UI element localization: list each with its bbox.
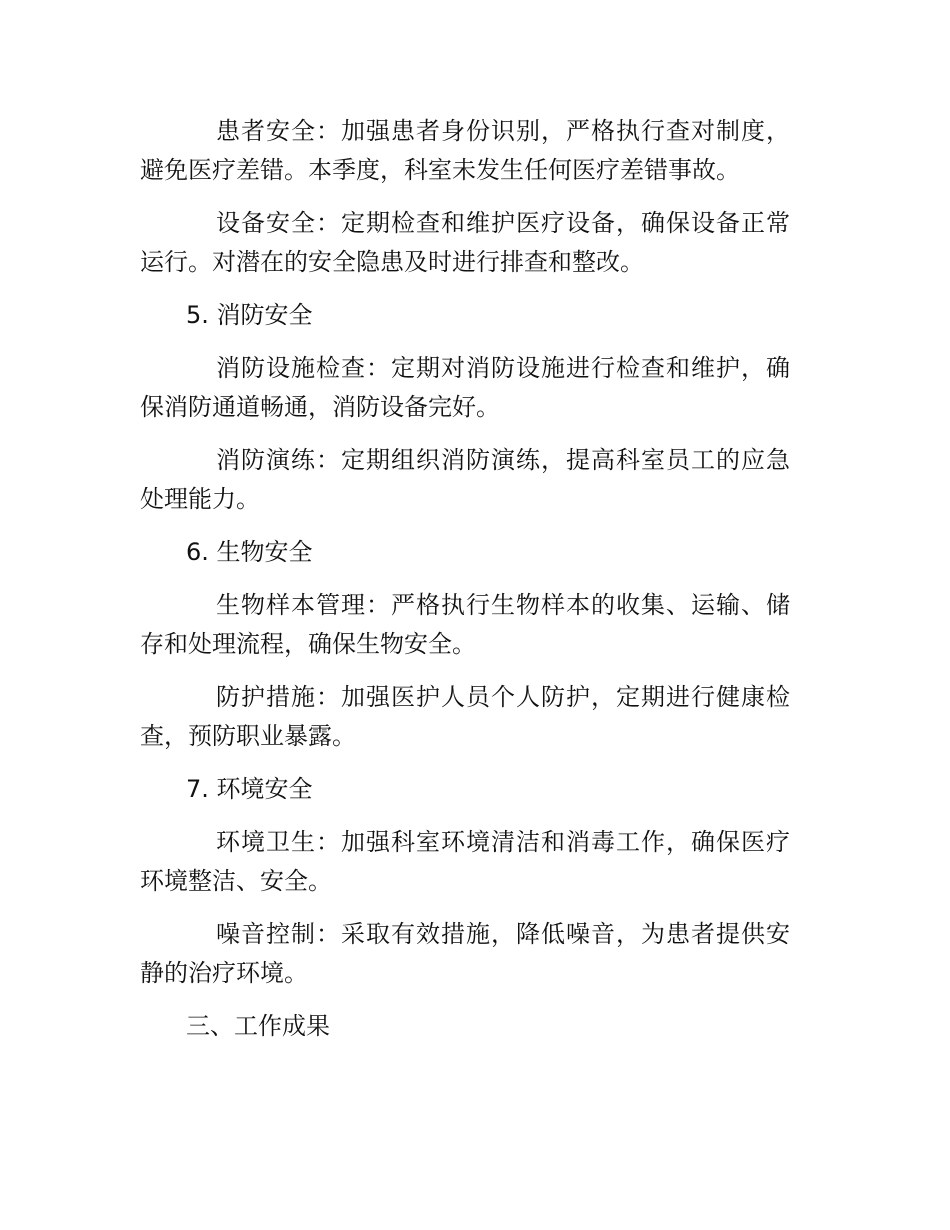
section-heading-fire-safety: 5. 消防安全 (186, 301, 313, 329)
paragraph-equipment-safety: 设备安全：定期检查和维护医疗设备，确保设备正常运行。对潜在的安全隐患及时进行排查和整改。 (140, 209, 790, 276)
section-heading-biosafety: 6. 生物安全 (186, 538, 313, 566)
paragraph-environmental-hygiene: 环境卫生：加强科室环境清洁和消毒工作，确保医疗环境整洁、安全。 (140, 828, 790, 895)
document-body (140, 112, 790, 1060)
paragraph-patient-safety: 患者安全：加强患者身份识别，严格执行查对制度，避免医疗差错。本季度，科室未发生任何医疗差错事故。 (140, 117, 790, 184)
section-heading-environmental-safety: 7. 环境安全 (186, 775, 313, 803)
paragraph-protective-measures: 防护措施：加强医护人员个人防护，定期进行健康检查，预防职业暴露。 (140, 683, 790, 750)
paragraph-biological-sample-management: 生物样本管理：严格执行生物样本的收集、运输、储存和处理流程，确保生物安全。 (140, 591, 790, 658)
paragraph-fire-drill: 消防演练：定期组织消防演练，提高科室员工的应急处理能力。 (140, 446, 790, 513)
paragraph-noise-control: 噪音控制：采取有效措施，降低噪音，为患者提供安静的治疗环境。 (140, 920, 790, 987)
paragraph-fire-facility-inspection: 消防设施检查：定期对消防设施进行检查和维护，确保消防通道畅通，消防设备完好。 (140, 354, 790, 421)
section-heading-work-results: 三、工作成果 (186, 1012, 330, 1040)
